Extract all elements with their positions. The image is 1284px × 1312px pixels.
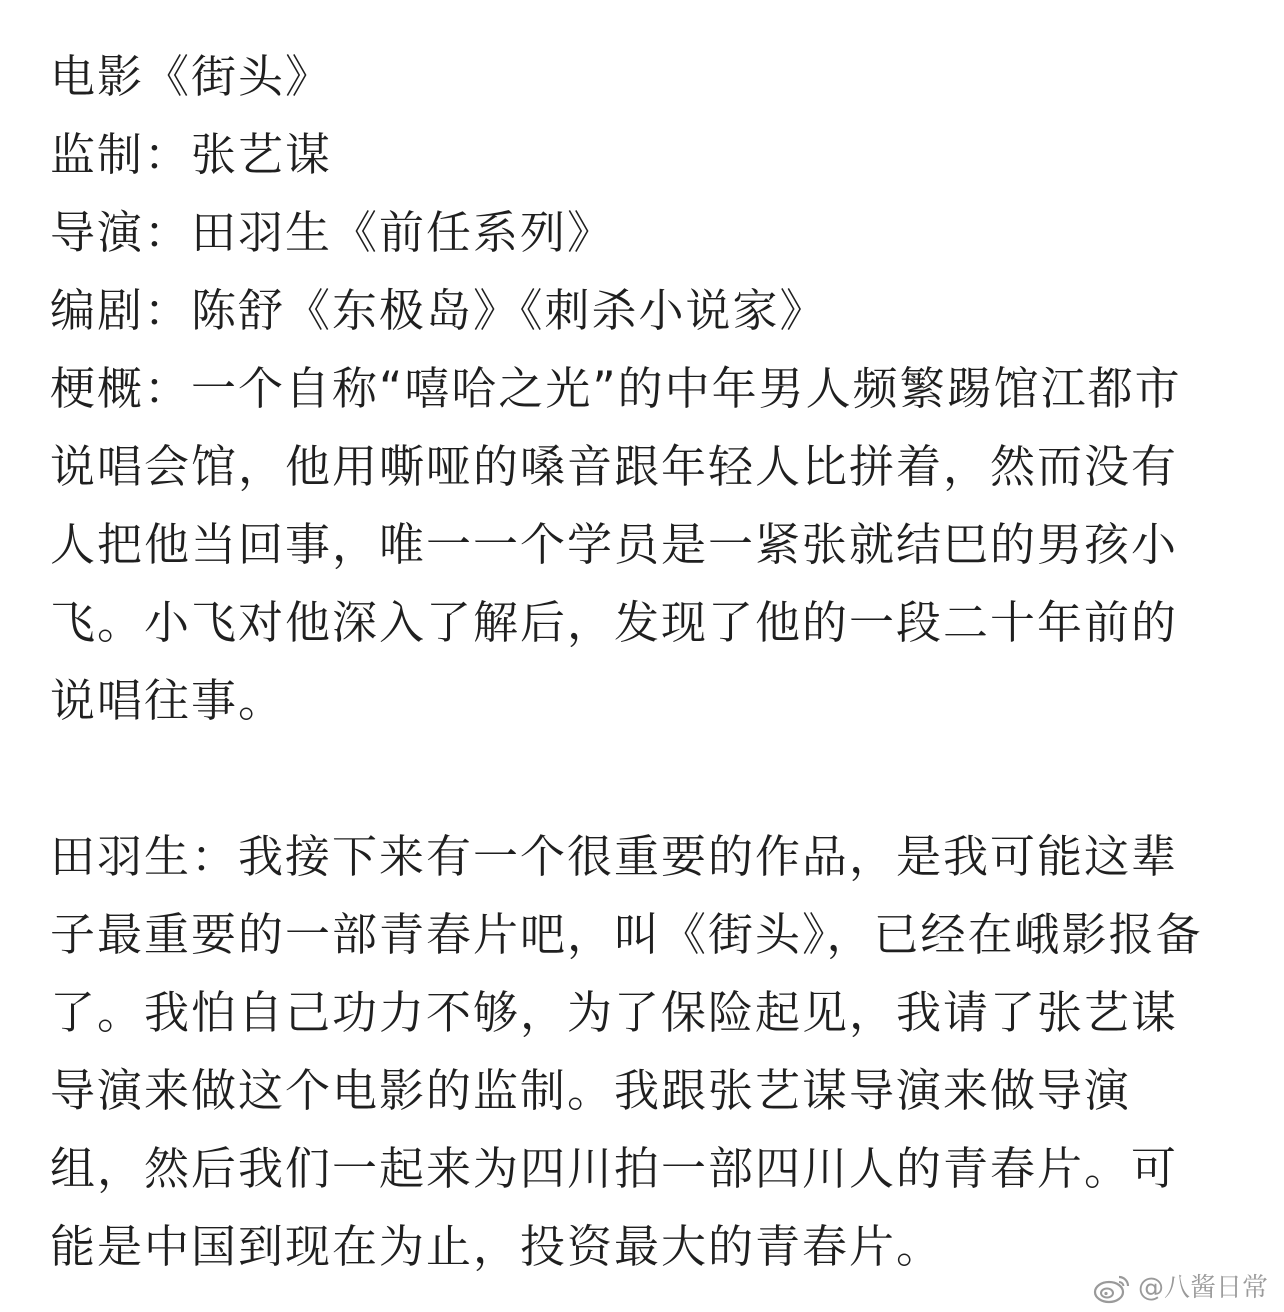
text-line: 田羽生：我接下来有一个很重要的作品，是我可能这辈 <box>50 830 1179 883</box>
document-body <box>50 38 1230 1286</box>
text-line: 说唱会馆，他用嘶哑的嗓音跟年轻人比拼着，然而没有 <box>50 440 1179 493</box>
text-line: 电影《街头》 <box>50 50 333 103</box>
director-quote <box>50 818 1230 1286</box>
weibo-logo-icon <box>1092 1272 1132 1304</box>
text-line: 了。我怕自己功力不够，为了保险起见，我请了张艺谋 <box>50 986 1179 1039</box>
text-line: 梗概：一个自称“嘻哈之光”的中年男人频繁踢馆江都市 <box>50 362 1182 415</box>
watermark-text: @八酱日常 <box>1137 1273 1268 1303</box>
text-line: 能是中国到现在为止，投资最大的青春片。 <box>50 1220 944 1273</box>
credits-and-synopsis <box>50 38 1230 740</box>
text-line: 飞。小飞对他深入了解后，发现了他的一段二十年前的 <box>50 596 1179 649</box>
paragraph-gap <box>50 740 1230 818</box>
text-line: 编剧：陈舒《东极岛》《刺杀小说家》 <box>50 284 827 337</box>
text-line: 组，然后我们一起来为四川拍一部四川人的青春片。可 <box>50 1142 1179 1195</box>
watermark <box>1092 1272 1268 1304</box>
text-line: 子最重要的一部青春片吧，叫《街头》，已经在峨影报备 <box>50 908 1203 961</box>
text-line: 说唱往事。 <box>50 674 286 727</box>
text-line: 导演来做这个电影的监制。我跟张艺谋导演来做导演 <box>50 1064 1132 1117</box>
text-line: 人把他当回事，唯一一个学员是一紧张就结巴的男孩小 <box>50 518 1179 571</box>
text-line: 导演：田羽生《前任系列》 <box>50 206 615 259</box>
text-line: 监制：张艺谋 <box>50 128 333 181</box>
